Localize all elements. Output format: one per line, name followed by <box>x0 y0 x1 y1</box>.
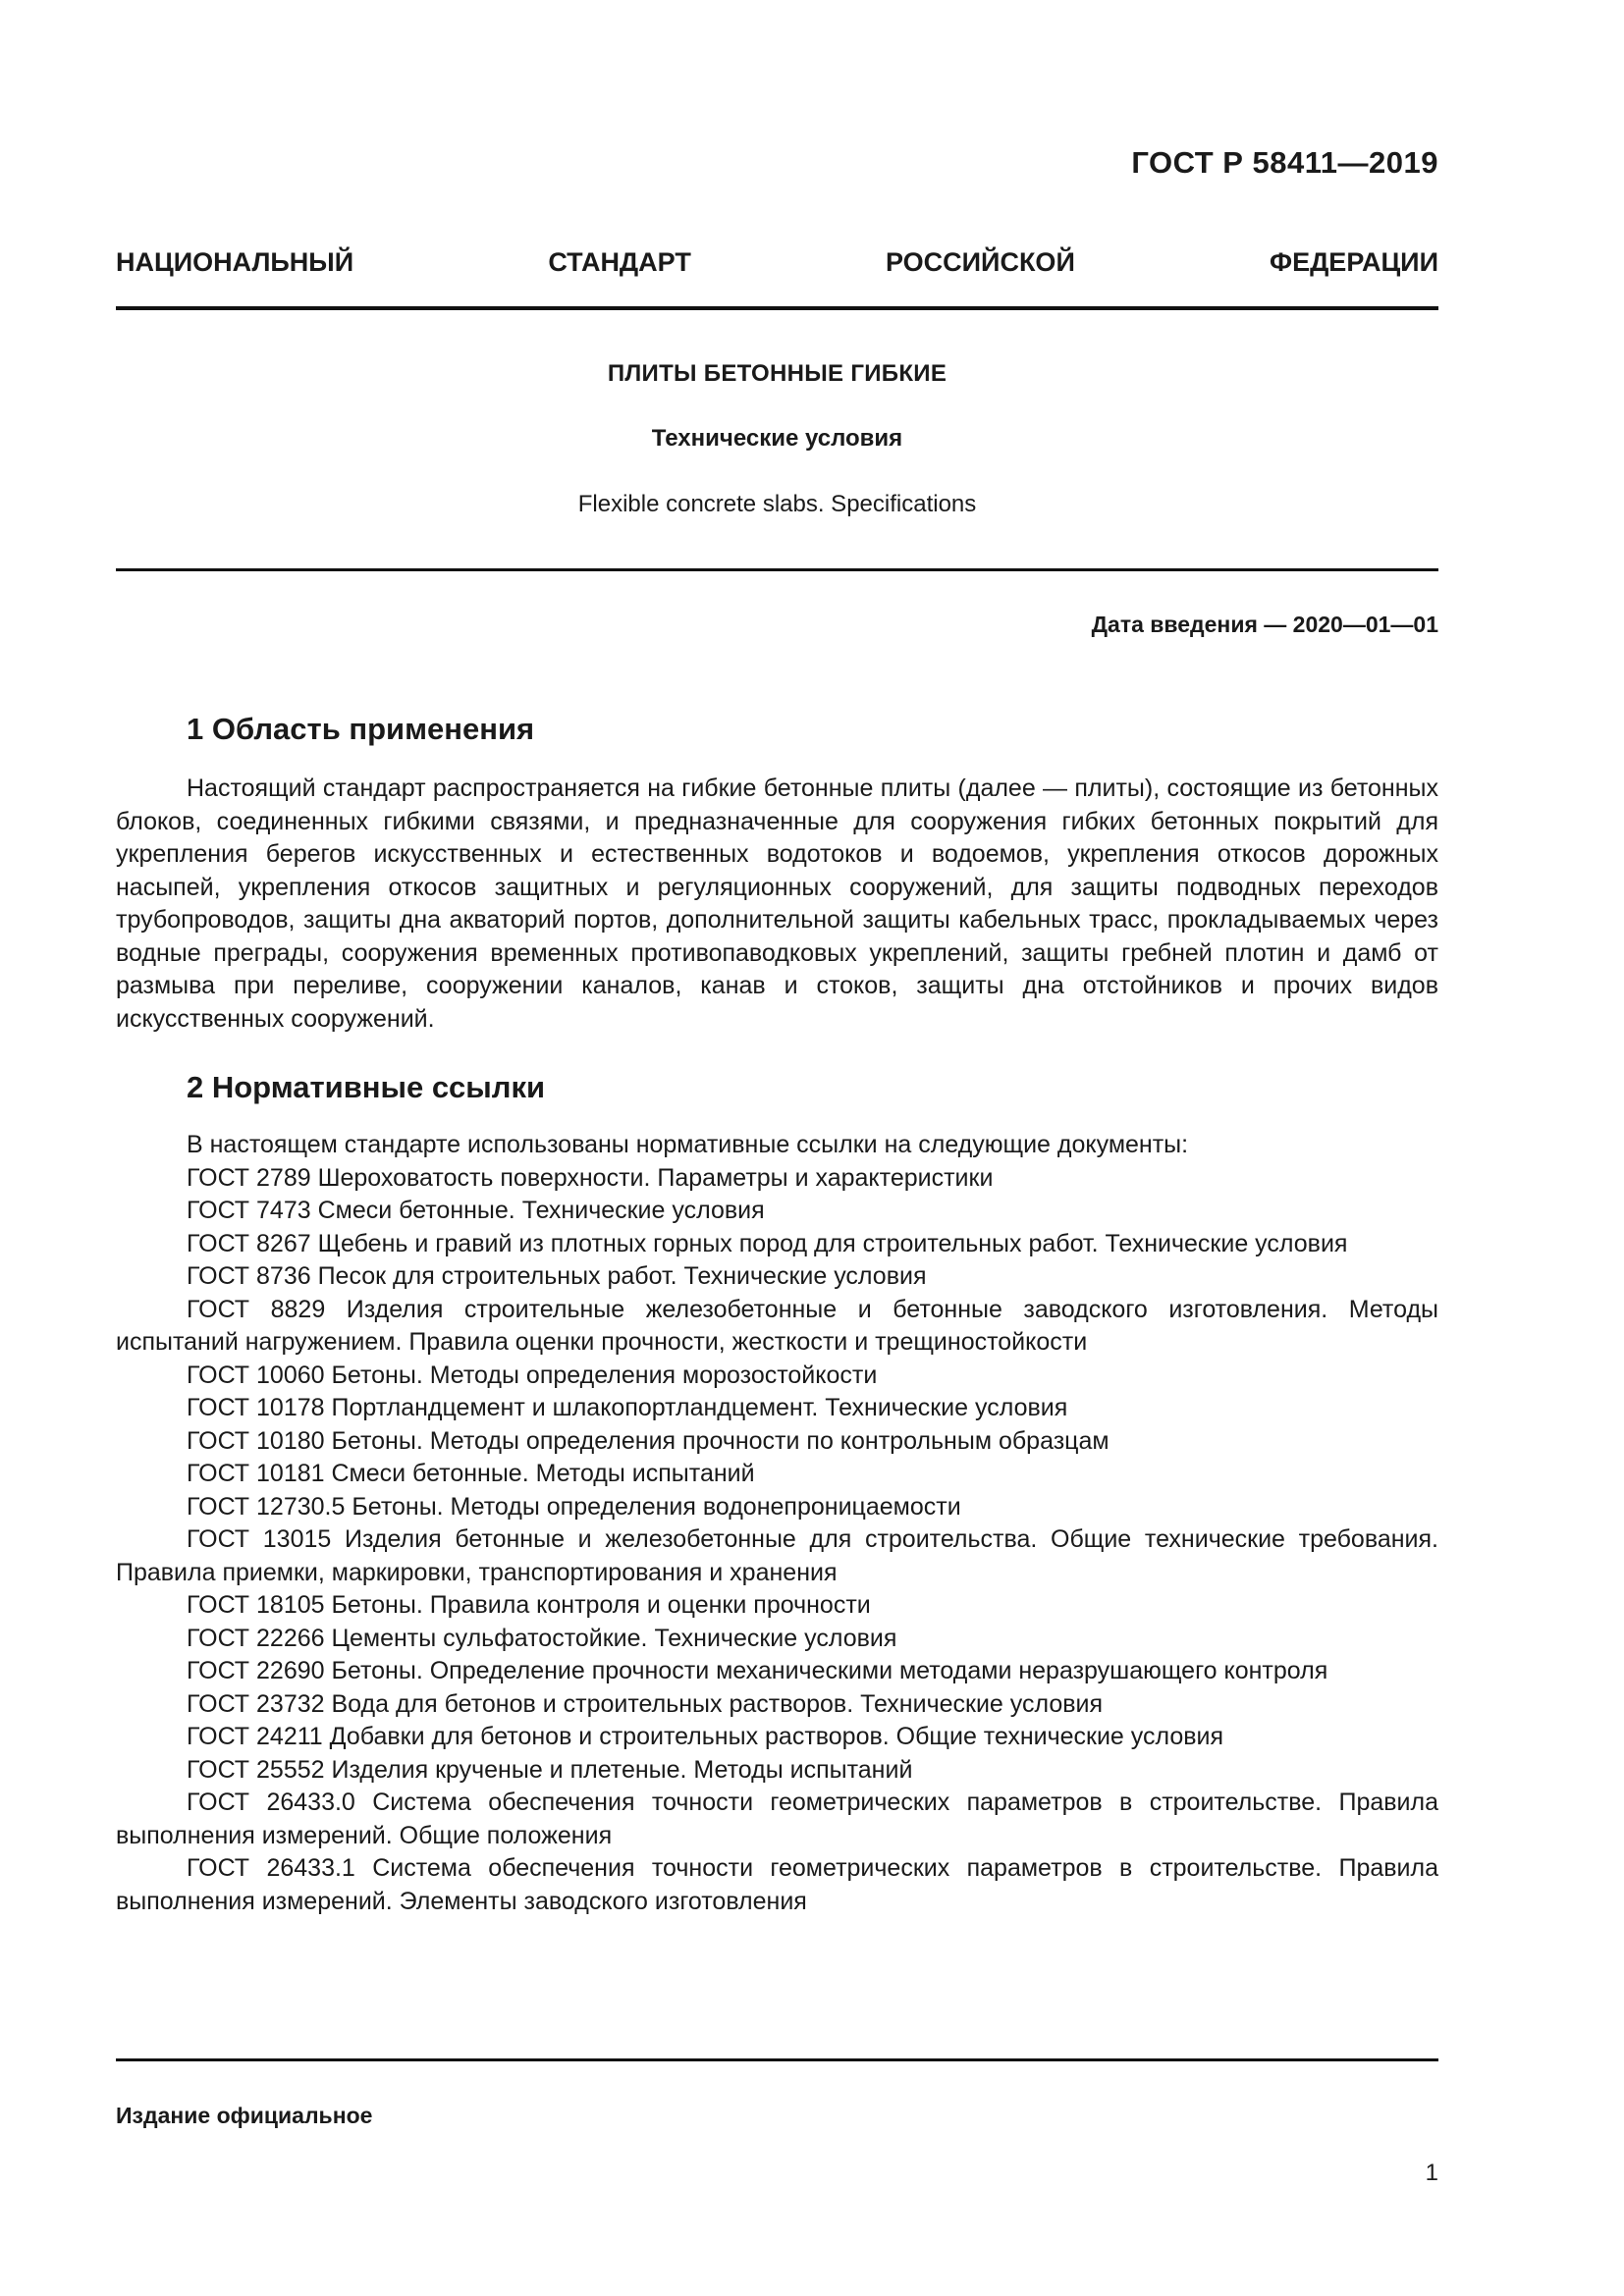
section-1-body <box>116 773 1438 1036</box>
header-divider <box>116 306 1438 310</box>
reference-item: ГОСТ 8267 Щебень и гравий из плотных горных пород для строительных работ. Технические условия <box>187 1229 1348 1257</box>
document-title-english: Flexible concrete slabs. Specifications <box>577 491 977 517</box>
reference-item: ГОСТ 18105 Бетоны. Правила контроля и оценки прочности <box>187 1591 871 1619</box>
reference-item: ГОСТ 26433.0 Система обеспечения точности геометрических параметров в строительстве. Правила выполнения измерений. Общие положения <box>116 1789 1438 1849</box>
reference-item: ГОСТ 25552 Изделия крученые и плетеные. Методы испытаний <box>187 1755 913 1784</box>
section-1-paragraph: Настоящий стандарт распространяется на гибкие бетонные плиты (далее — плиты), состоящие из бетонных блоков, соединенных гибкими связями, и предназначенные для сооружения гибких бетонных покрытий для укрепления берегов искусственных и естественных водотоков и водоемов, укрепления откосов дорожных насыпей, укрепления откосов защитных и регуляционных сооружений, для защиты подводных переходов трубопроводов, защиты дна акваторий портов, дополнительной защиты кабельных трасс, прокладываемых через водные преграды, сооружения временных противопаводковых укреплений, защиты гребней плотин и дамб от размыва при переливе, сооружении каналов, канав и стоков, защиты дна отстойников и прочих видов искусственных сооружений. <box>116 774 1438 1033</box>
reference-item: ГОСТ 24211 Добавки для бетонов и строительных растворов. Общие технические условия <box>187 1723 1224 1750</box>
reference-item: ГОСТ 13015 Изделия бетонные и железобетонные для строительства. Общие технические требования. Правила приемки, маркировки, транспортирования и хранения <box>116 1525 1438 1586</box>
reference-item: ГОСТ 7473 Смеси бетонные. Технические условия <box>187 1197 765 1224</box>
official-edition-label: Издание официальное <box>116 2103 373 2128</box>
normative-references-list <box>116 1129 1438 1918</box>
reference-item: ГОСТ 12730.5 Бетоны. Методы определения водонепроницаемости <box>187 1492 961 1521</box>
page-number: 1 <box>1425 2160 1438 2186</box>
document-number: ГОСТ Р 58411—2019 <box>1131 145 1438 180</box>
reference-item: ГОСТ 22690 Бетоны. Определение прочности механическими методами неразрушающего контроля <box>187 1657 1328 1684</box>
footer-divider <box>116 2058 1438 2061</box>
document-title: ПЛИТЫ БЕТОННЫЕ ГИБКИЕ <box>607 360 947 387</box>
reference-item: ГОСТ 26433.1 Система обеспечения точности геометрических параметров в строительстве. Правила выполнения измерений. Элементы заводского изготовления <box>116 1854 1438 1915</box>
reference-item: ГОСТ 10180 Бетоны. Методы определения прочности по контрольным образцам <box>187 1426 1110 1455</box>
reference-item: ГОСТ 8829 Изделия строительные железобетонные и бетонные заводского изготовления. Методы испытаний нагружением. Правила оценки прочности, жесткости и трещиностойкости <box>116 1295 1438 1356</box>
reference-item: ГОСТ 22266 Цементы сульфатостойкие. Технические условия <box>187 1624 897 1652</box>
reference-item: ГОСТ 10060 Бетоны. Методы определения морозостойкости <box>187 1361 878 1389</box>
reference-item: ГОСТ 10181 Смеси бетонные. Методы испытаний <box>187 1460 755 1487</box>
reference-item: ГОСТ 23732 Вода для бетонов и строительных растворов. Технические условия <box>187 1689 1104 1718</box>
section-1-heading: 1 Область применения <box>187 712 535 746</box>
reference-item: ГОСТ 10178 Портландцемент и шлакопортландцемент. Технические условия <box>187 1394 1068 1421</box>
reference-item: ГОСТ 8736 Песок для строительных работ. Технические условия <box>187 1262 927 1290</box>
national-standard-title: НАЦИОНАЛЬНЫЙ СТАНДАРТ РОССИЙСКОЙ ФЕДЕРАЦИИ <box>116 247 1438 277</box>
references-intro: В настоящем стандарте использованы нормативные ссылки на следующие документы: <box>187 1131 1189 1158</box>
reference-item: ГОСТ 2789 Шероховатость поверхности. Параметры и характеристики <box>187 1163 994 1192</box>
document-subtitle: Технические условия <box>651 425 903 452</box>
section-2-heading: 2 Нормативные ссылки <box>187 1070 546 1104</box>
title-divider <box>116 568 1438 571</box>
introduction-date: Дата введения — 2020—01—01 <box>1091 612 1438 637</box>
